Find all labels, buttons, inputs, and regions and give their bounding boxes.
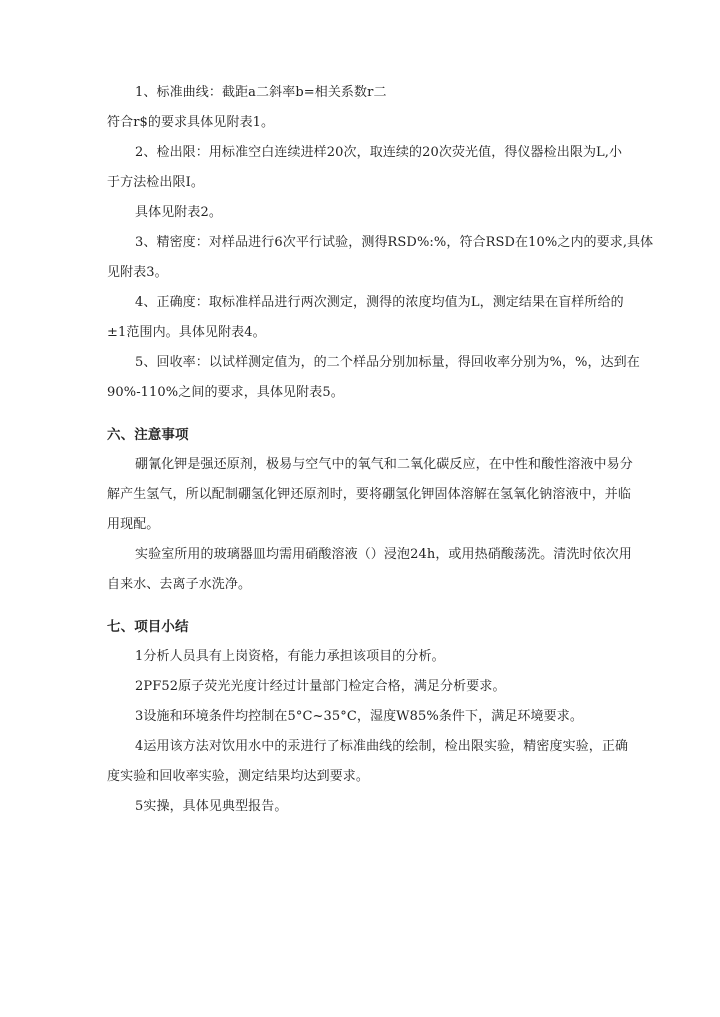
summary-item-1: 1分析人员具有上岗资格，有能力承担该项目的分析。 bbox=[135, 649, 445, 664]
section-heading-precautions: 六、注意事项 bbox=[107, 427, 189, 443]
summary-item-4-cont: 度实验和回收率实验，测定结果均达到要求。 bbox=[107, 769, 370, 784]
paragraph-precautions-1-end: 用现配。 bbox=[107, 517, 160, 532]
paragraph-accuracy: 4、正确度：取标准样品进行两次测定，测得的浓度均值为L，测定结果在盲样所给的 bbox=[135, 295, 624, 310]
paragraph-detection-limit-cont: 于方法检出限I。 bbox=[107, 175, 204, 190]
summary-item-3: 3设施和环境条件均控制在5°C~35°C，湿度W85%条件下，满足环境要求。 bbox=[135, 709, 583, 724]
paragraph-recovery: 5、回收率：以试样测定值为，的二个样品分别加标量，得回收率分别为%，%，达到在 bbox=[135, 355, 640, 370]
paragraph-precautions-2-cont: 自来水、去离子水洗净。 bbox=[107, 577, 252, 592]
paragraph-precision-cont: 见附表3。 bbox=[107, 265, 168, 280]
paragraph-detection-limit: 2、检出限：用标准空白连续进样20次，取连续的20次荧光值，得仪器检出限为L,小 bbox=[135, 145, 623, 160]
paragraph-recovery-cont: 90%-110%之间的要求，具体见附表5。 bbox=[107, 385, 344, 400]
paragraph-detection-limit-ref: 具体见附表2。 bbox=[135, 205, 222, 220]
section-heading-summary: 七、项目小结 bbox=[107, 619, 189, 635]
paragraph-precautions-1-cont: 解产生氢气，所以配制硼氢化钾还原剂时，要将硼氢化钾固体溶解在氢氧化钠溶液中，并临 bbox=[107, 487, 632, 502]
summary-item-2: 2PF52原子荧光光度计经过计量部门检定合格，满足分析要求。 bbox=[135, 679, 506, 694]
paragraph-precautions-2: 实验室所用的玻璃器皿均需用硝酸溶液（）浸泡24h，或用热硝酸荡洗。清洗时依次用 bbox=[135, 547, 632, 562]
paragraph-precautions-1: 硼氰化钾是强还原剂，极易与空气中的氧气和二氧化碳反应，在中性和酸性溶液中易分 bbox=[135, 457, 633, 472]
summary-item-5: 5实操，具体见典型报告。 bbox=[135, 799, 288, 814]
document-body bbox=[107, 78, 697, 822]
paragraph-precision: 3、精密度：对样品进行6次平行试验，测得RSD%:%，符合RSD在10%之内的要求,具体 bbox=[135, 235, 654, 250]
summary-item-4: 4运用该方法对饮用水中的汞进行了标准曲线的绘制，检出限实验，精密度实验，正确 bbox=[135, 739, 629, 754]
paragraph-calibration-curve: 1、标准曲线：截距a二斜率b=相关系数r二 bbox=[135, 85, 387, 100]
paragraph-accuracy-cont: ±1范围内。具体见附表4。 bbox=[107, 325, 266, 340]
paragraph-calibration-curve-cont: 符合r$的要求具体见附表1。 bbox=[107, 115, 275, 130]
